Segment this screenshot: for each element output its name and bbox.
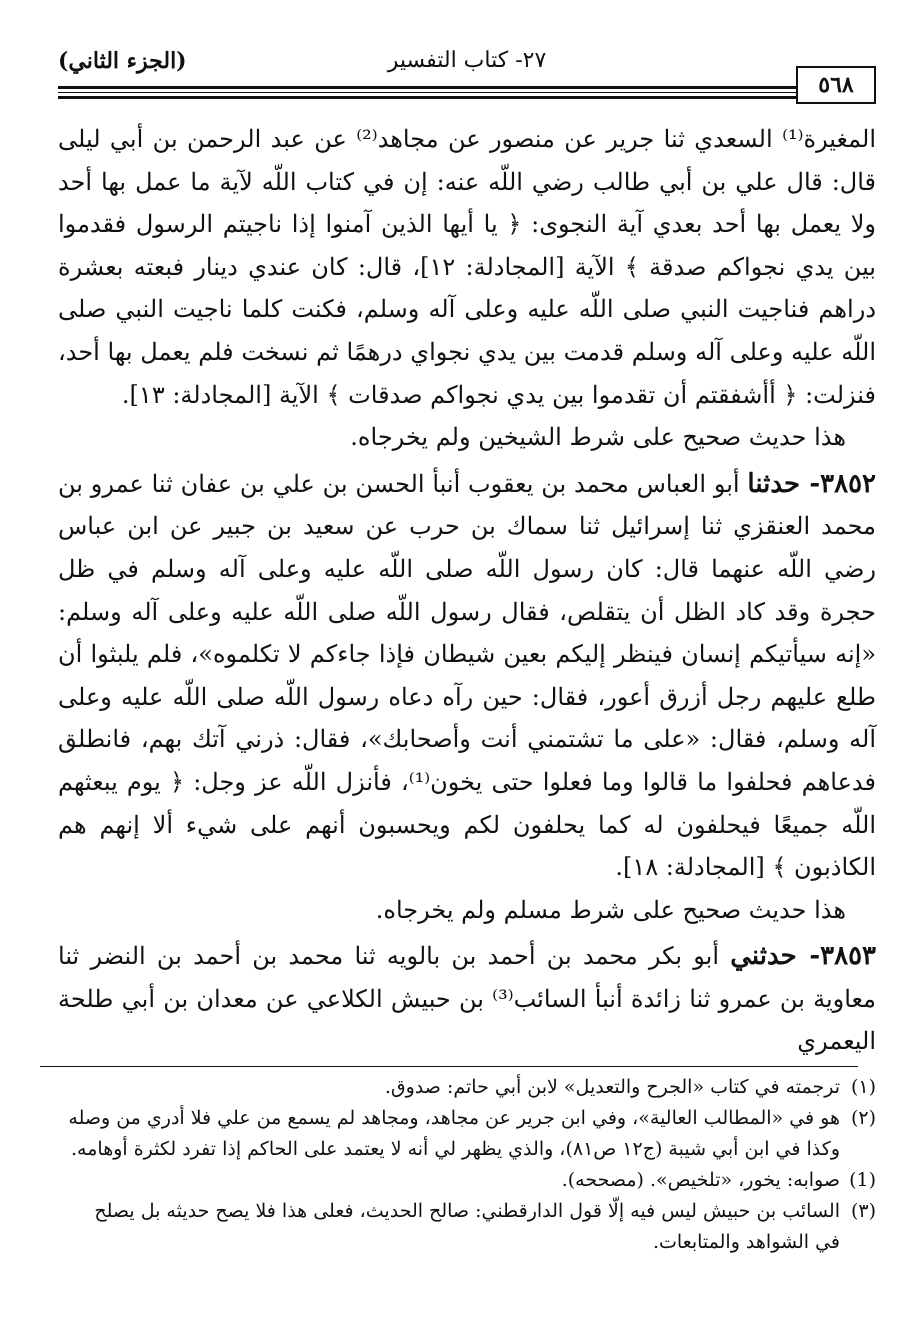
- grading-note: هذا حديث صحيح على شرط مسلم ولم يخرجاه.: [375, 895, 846, 924]
- hadith-text: أبو بكر محمد بن أحمد بن بالويه ثنا محمد بن أحمد بن النضر ثنا معاوية بن عمرو ثنا زائدة أنبأ السائب⁽³⁾ بن حبيش الكلاعي عن معدان بن أبي طلحة اليعمري: [58, 942, 876, 1056]
- footnote-text: صوابه: يخور، «تلخيص». (مصححه).: [561, 1169, 840, 1191]
- running-title: ٢٧- كتاب التفسير: [387, 48, 547, 73]
- hadith-3853: [58, 935, 876, 1063]
- page-header: [58, 44, 876, 114]
- footnote-rule: [40, 1066, 858, 1067]
- hadith-3852: [58, 463, 876, 889]
- hadith-number: ٣٨٥٢- حدثنا: [747, 468, 876, 499]
- footnote-continuation: في الشواهد والمتابعات.: [652, 1231, 840, 1253]
- footnote-number: (١): [850, 1076, 876, 1098]
- page-number: ٥٦٨: [796, 66, 876, 104]
- footnote-number: (٣): [850, 1200, 876, 1222]
- paragraph-isnad: المغيرة⁽¹⁾ السعدي ثنا جرير عن منصور عن مجاهد⁽²⁾ عن عبد الرحمن بن أبي ليلى قال: قال علي بن أبي طالب رضي اللّه عنه: إن في كتاب اللّه لآية ما عمل بها أحد ولا يعمل بها أحد بعدي آية النجوى: ﴿ يا أيها الذين آمنوا إذا ناجيتم الرسول فقدموا بين يدي نجواكم صدقة ﴾ الآية [المجادلة: ١٢]، قال: كان عندي دينار فبعته بعشرة دراهم فناجيت النبي صلى اللّه عليه وعلى آله وسلم، فكنت كلما ناجيت النبي صلى اللّه عليه وعلى آله وسلم قدمت بين يدي نجواي درهمًا ثم نسخت فلم يعمل بها أحد، فنزلت: ﴿ أأشفقتم أن تقدموا بين يدي نجواكم صدقات ﴾ الآية [المجادلة: ١٣].: [58, 125, 877, 409]
- footnote-number: (٢): [850, 1107, 876, 1129]
- footnote: [58, 1072, 876, 1103]
- footnotes: [58, 1072, 876, 1258]
- footnote: [58, 1165, 876, 1196]
- hadith-number: ٣٨٥٣- حدثني: [730, 941, 876, 972]
- footnote-text: ترجمته في كتاب «الجرح والتعديل» لابن أبي حاتم: صدوق.: [384, 1076, 840, 1098]
- footnote-text: السائب بن حبيش ليس فيه إلّا قول الدارقطني: صالح الحديث، فعلى هذا فلا يصح حديثه بل يصلح: [94, 1200, 840, 1222]
- footnote-number: (1): [849, 1169, 876, 1191]
- header-rule: [58, 86, 796, 89]
- header-rule: [58, 96, 796, 99]
- footnote-continuation: وكذا في ابن أبي شيبة (ج١٢ ص٨١)، والذي يظهر لي أنه لا يعتمد على الحاكم إذا تفرد لكثرة أوهامه.: [71, 1138, 840, 1160]
- footnote: [58, 1103, 876, 1134]
- header-rule: [58, 92, 796, 93]
- footnote: [58, 1196, 876, 1227]
- main-text: [58, 118, 876, 1063]
- part-title: (الجزء الثاني): [58, 48, 187, 74]
- footnote-text: هو في «المطالب العالية»، وفي ابن جرير عن مجاهد، ومجاهد لم يسمع من علي فلا أدري من وصله: [68, 1107, 840, 1129]
- hadith-text: أبو العباس محمد بن يعقوب أنبأ الحسن بن علي بن عفان ثنا عمرو بن محمد العنقزي ثنا إسرائيل ثنا سماك بن حرب عن سعيد بن جبير عن ابن عباس رضي اللّه عنهما قال: كان رسول اللّه صلى اللّه عليه وعلى آله وسلم في ظل حجرة وقد كاد الظل أن يتقلص، فقال رسول اللّه صلى اللّه عليه وعلى آله وسلم: «إنه سيأتيكم إنسان فينظر إليكم بعين شيطان فإذا جاءكم لا تكلموه»، فلم يلبثوا أن طلع عليهم رجل أزرق أعور، فقال: حين رآه دعاه رسول اللّه صلى اللّه عليه وعلى آله وسلم، فقال: «على ما تشتمني أنت وأصحابك»، فقال: ذرني آتك بهم، فانطلق فدعاهم فحلفوا ما قالوا وما فعلوا حتى يخون⁽¹⁾، فأنزل اللّه عز وجل: ﴿ يوم يبعثهم اللّه جميعًا فيحلفون له كما يحلفون لكم ويحسبون أنهم على شيء ألا إنهم هم الكاذبون ﴾ [المجادلة: ١٨].: [58, 469, 876, 882]
- grading-note: هذا حديث صحيح على شرط الشيخين ولم يخرجاه.: [350, 423, 846, 452]
